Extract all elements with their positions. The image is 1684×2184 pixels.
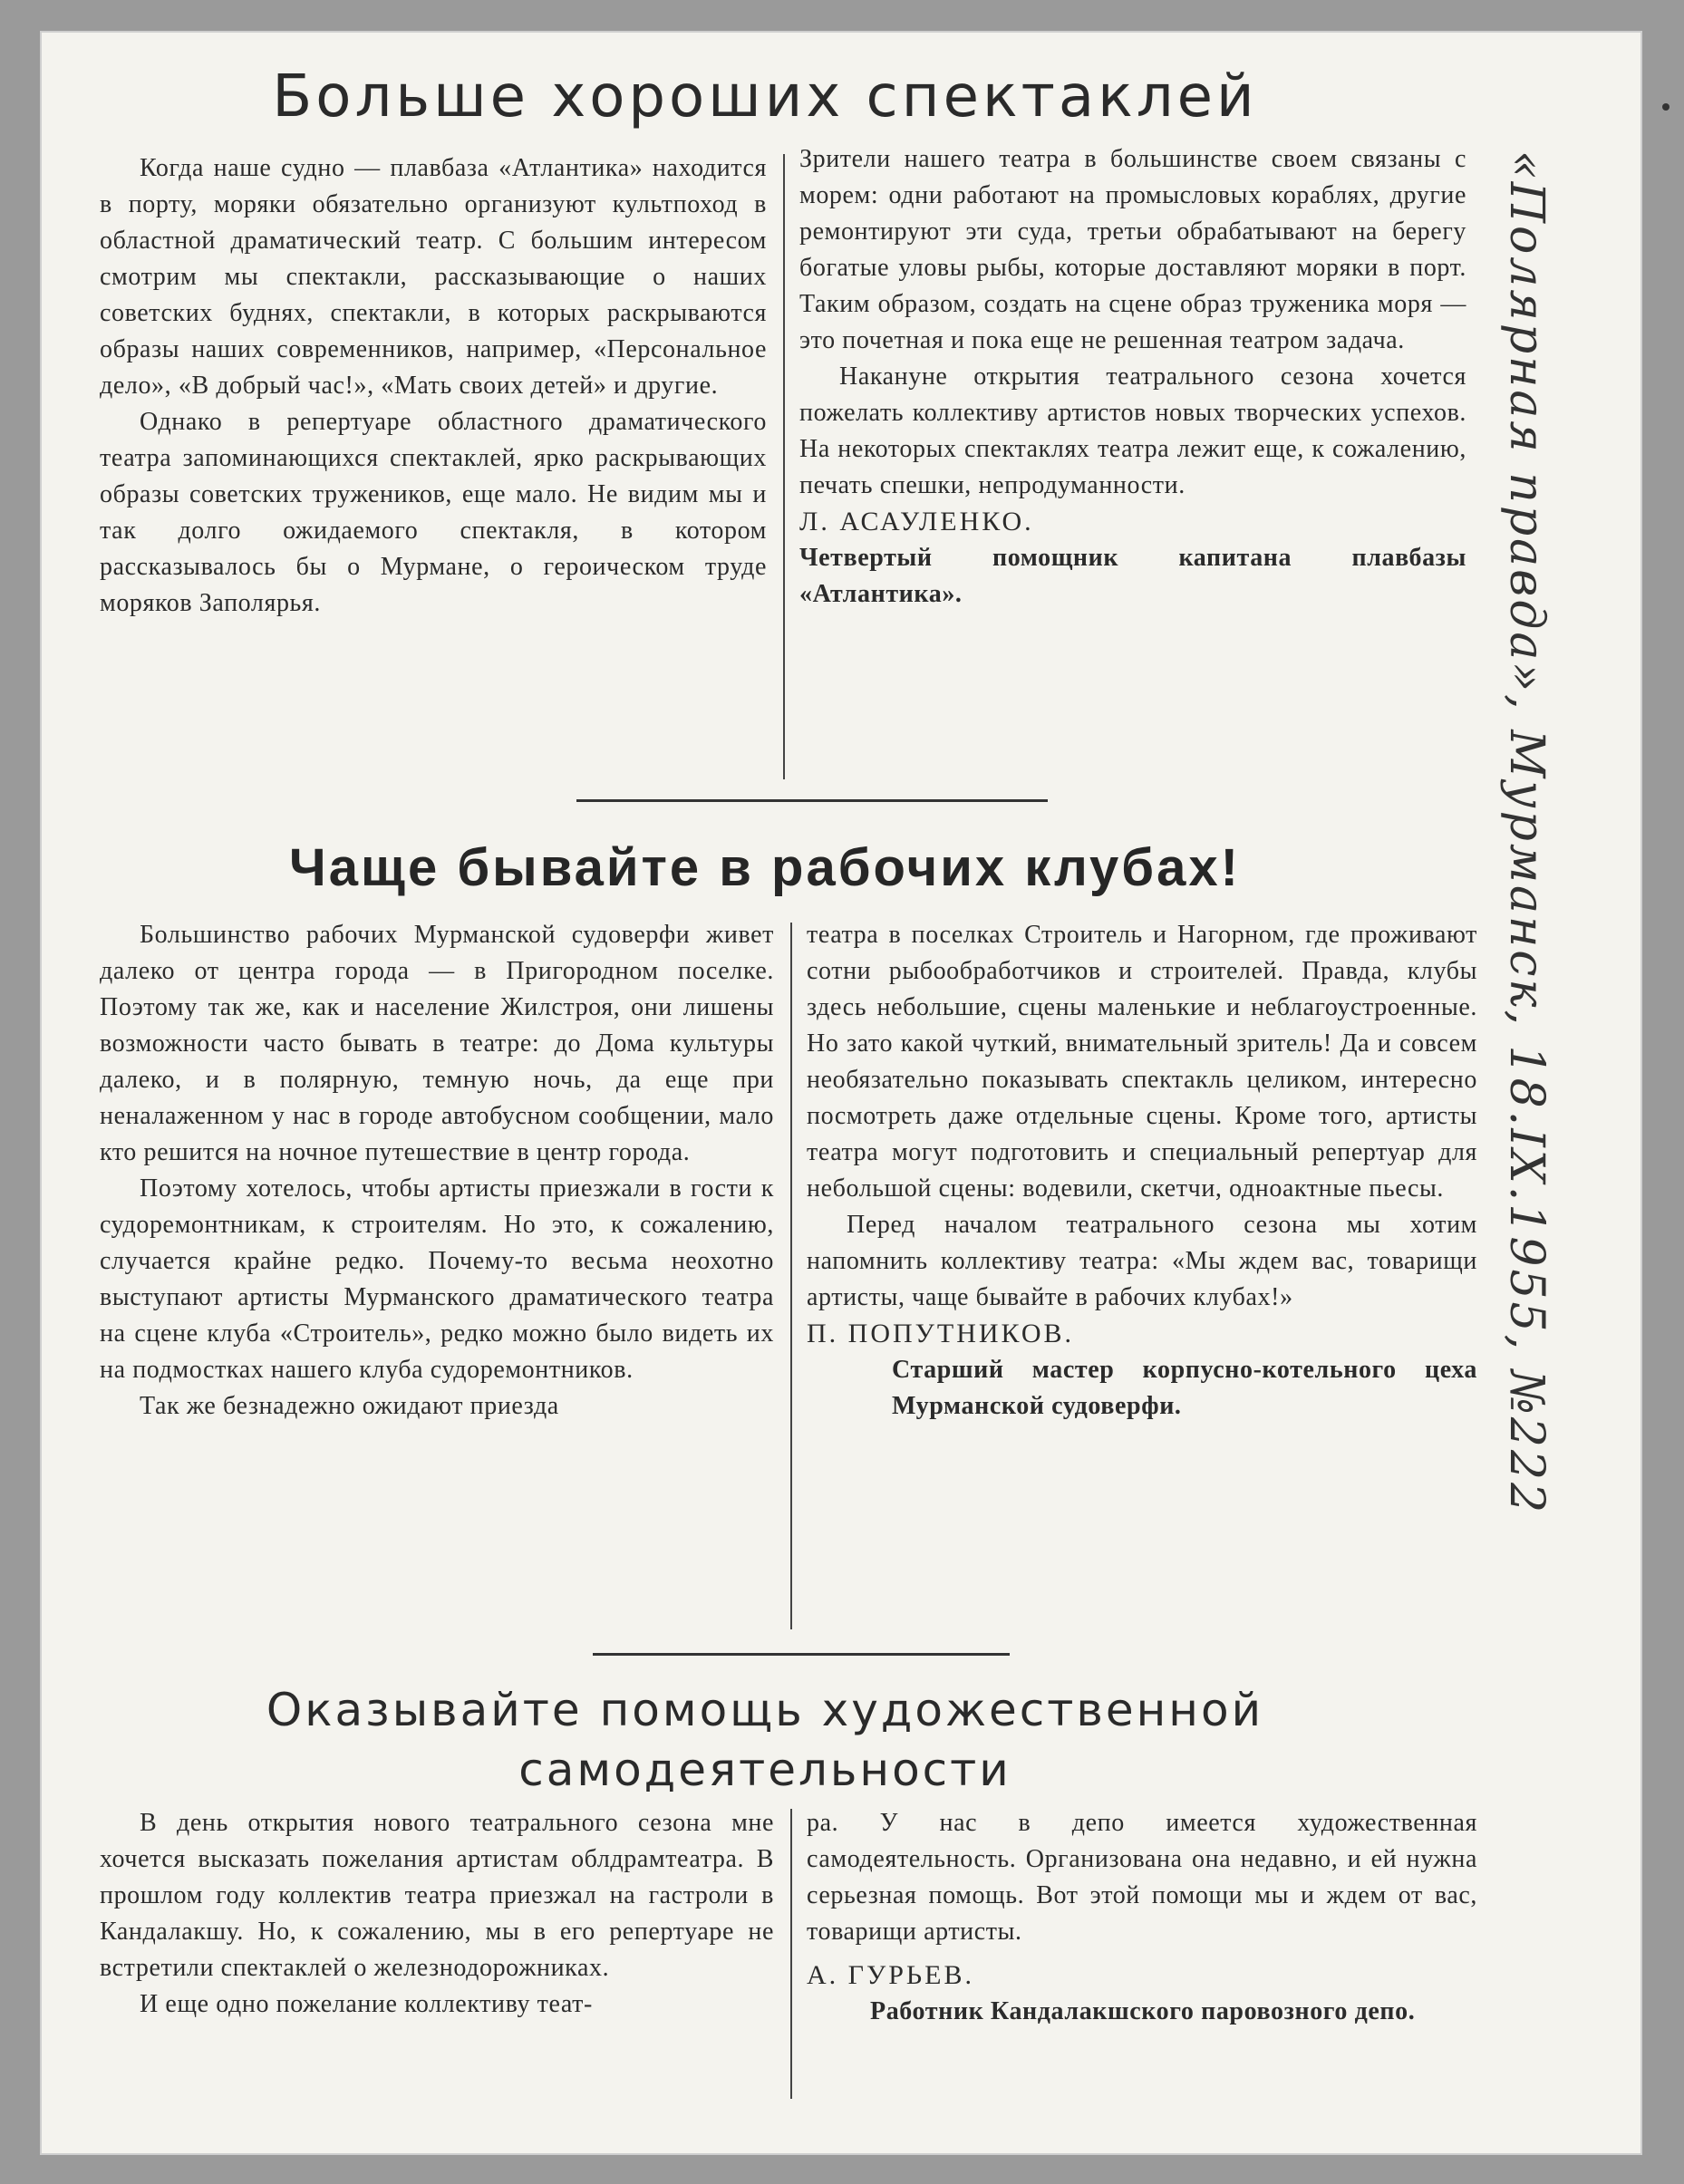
section-divider bbox=[593, 1653, 1010, 1656]
paragraph: Когда наше судно — плавбаза «Атлантика» находится в порту, моряки обязательно организуют культпоход в областной драматический театр. С большим интересом смотрим мы спектакли, рассказывающие о наших советских буднях, спектакли, в которых раскрываются образы наших современников, например, «Персональное дело», «В добрый час!», «Мать своих детей» и другие. bbox=[100, 154, 767, 400]
article2-col1 bbox=[100, 917, 774, 1425]
article3-col1 bbox=[100, 1805, 774, 2023]
column-divider bbox=[783, 154, 785, 779]
article3-title bbox=[58, 1680, 1472, 1800]
article1-col2 bbox=[799, 141, 1466, 613]
article2-title: Чаще бывайте в рабочих клубах! bbox=[289, 838, 1241, 897]
paper-sheet bbox=[40, 31, 1642, 2155]
author-signature: П. ПОПУТНИКОВ. bbox=[807, 1319, 1074, 1348]
author-role: Работник Кандалакшского паровозного депо. bbox=[870, 1997, 1416, 2025]
paragraph: ра. У нас в депо имеется художественная самодеятельность. Организована она недавно, и ей нужна серьезная помощь. Вот этой помощи мы и ждем от вас, товарищи артисты. bbox=[807, 1809, 1477, 1946]
paragraph: И еще одно пожелание коллективу теат- bbox=[140, 1990, 593, 2018]
article3-col2 bbox=[807, 1805, 1477, 2030]
paragraph: Перед началом театрального сезона мы хотим напомнить коллективу театра: «Мы ждем вас, товарищи артисты, чаще бывайте в рабочих клубах!» bbox=[807, 1211, 1477, 1311]
column-divider bbox=[790, 1809, 792, 2099]
article3-title-line1: Оказывайте помощь художественной bbox=[266, 1684, 1264, 1736]
ink-dot bbox=[1662, 103, 1669, 111]
author-role: Старший мастер корпусно-котельного цеха Мурманской судоверфи. bbox=[892, 1356, 1477, 1420]
article3-title-line2: самодеятельности bbox=[518, 1744, 1011, 1796]
column-divider bbox=[790, 923, 792, 1629]
paragraph: театра в поселках Строитель и Нагорном, где проживают сотни рыбообработчиков и строителей. Правда, клубы здесь небольшие, сцены маленькие и неблагоустроенные. Но зато какой чуткий, внимательный зритель! Да и совсем необязательно показывать спектакль целиком, интересно посмотреть даже отдельные сцены. Кроме того, артисты театра могут подготовить и специальный репертуар для небольшой сцены: водевили, скетчи, одноактные пьесы. bbox=[807, 921, 1477, 1203]
author-signature: А. ГУРЬЕВ. bbox=[807, 1960, 974, 1990]
article1-col1 bbox=[100, 150, 767, 622]
paragraph: Однако в репертуаре областного драматического театра запоминающихся спектаклей, ярко раскрывающих образы советских тружеников, еще мало. Не видим мы и так долго ожидаемого спектакля, в котором рассказывалось бы о Мурмане, о героическом труде моряков Заполярья. bbox=[100, 408, 767, 617]
paragraph: В день открытия нового театрального сезона мне хочется высказать пожелания артистам облдрамтеатра. В прошлом году коллектив театра приезжал на гастроли в Кандалакшу. Но, к сожалению, мы в его репертуаре не встретили спектаклей о железнодорожниках. bbox=[100, 1809, 774, 1982]
paragraph: Накануне открытия театрального сезона хочется пожелать коллективу артистов новых творческих успехов. На некоторых спектаклях театра лежит еще, к сожалению, печать спешки, непродуманности. bbox=[799, 362, 1466, 499]
author-role: Четвертый помощник капитана плавбазы «Атлантика». bbox=[799, 544, 1466, 608]
paragraph: Зрители нашего театра в большинстве своем связаны с морем: одни работают на промысловых кораблях, другие ремонтируют эти суда, третьи обрабатывают на берегу богатые уловы рыбы, которые доставляют моряки в порт. Таким образом, создать на сцене образ труженика моря — это почетная и пока еще не решенная театром задача. bbox=[799, 145, 1466, 354]
article1-title: Больше хороших спектаклей bbox=[272, 63, 1258, 130]
author-signature: Л. АСАУЛЕНКО. bbox=[799, 507, 1034, 536]
paragraph: Так же безнадежно ожидают приезда bbox=[140, 1392, 559, 1420]
section-divider bbox=[576, 799, 1048, 802]
handwritten-source-note bbox=[1481, 150, 1572, 1516]
paragraph: Поэтому хотелось, чтобы артисты приезжали в гости к судоремонтникам, к строителям. Но это, к сожалению, случается крайне редко. Почему-то весьма неохотно выступают артисты Мурманского драматического театра на сцене клуба «Строитель», редко можно было видеть их на подмостках нашего клуба судоремонтников. bbox=[100, 1174, 774, 1384]
handwritten-note-text: «Полярная правда», Мурманск, 18.IX.1955, №222 bbox=[1499, 150, 1553, 1516]
paragraph: Большинство рабочих Мурманской судоверфи живет далеко от центра города — в Пригородном поселке. Поэтому так же, как и население Жилстроя, они лишены возможности часто бывать в театре: до Дома культуры далеко, и в полярную, темную ночь, да еще при неналаженном у нас в городе автобусном сообщении, мало кто решится на ночное путешествие в центр города. bbox=[100, 921, 774, 1166]
newspaper-clipping bbox=[58, 31, 1481, 2142]
article2-col2 bbox=[807, 917, 1477, 1425]
